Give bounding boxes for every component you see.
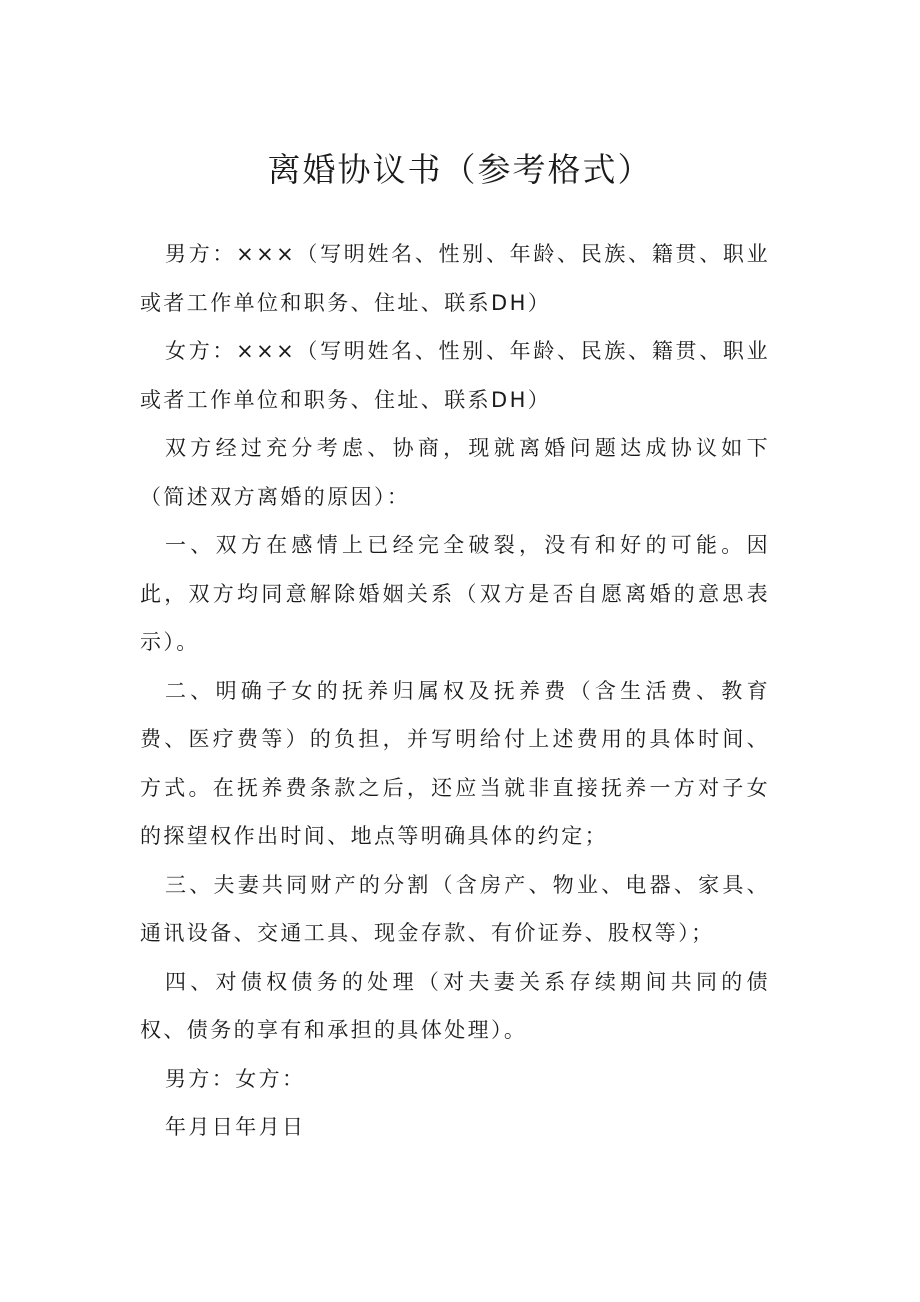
clause-1: 一、双方在感情上已经完全破裂，没有和好的可能。因此，双方均同意解除婚姻关系（双方是否自愿离婚的意思表示）。: [140, 533, 770, 654]
party-male: 男方：×××（写明姓名、性别、年龄、民族、籍贯、职业或者工作单位和职务、住址、联系DH）: [140, 242, 770, 315]
date-line: 年月日年月日: [165, 1115, 306, 1139]
clause-2: 二、明确子女的抚养归属权及抚养费（含生活费、教育费、医疗费等）的负担，并写明给付上述费用的具体时间、方式。在抚养费条款之后，还应当就非直接抚养一方对子女的探望权作出时间、地点等明确具体的约定；: [140, 678, 770, 848]
clause-4: 四、对债权债务的处理（对夫妻关系存续期间共同的债权、债务的享有和承担的具体处理）。: [140, 969, 770, 1042]
signature-line: 男方：女方：: [165, 1066, 306, 1091]
agreement-intro: 双方经过充分考虑、协商，现就离婚问题达成协议如下（简述双方离婚的原因）：: [140, 436, 770, 509]
party-female: 女方：×××（写明姓名、性别、年龄、民族、籍贯、职业或者工作单位和职务、住址、联系DH）: [140, 339, 770, 412]
clause-3: 三、夫妻共同财产的分割（含房产、物业、电器、家具、通讯设备、交通工具、现金存款、有价证券、股权等）；: [140, 872, 770, 945]
document-title: 离婚协议书（参考格式）: [267, 150, 653, 189]
